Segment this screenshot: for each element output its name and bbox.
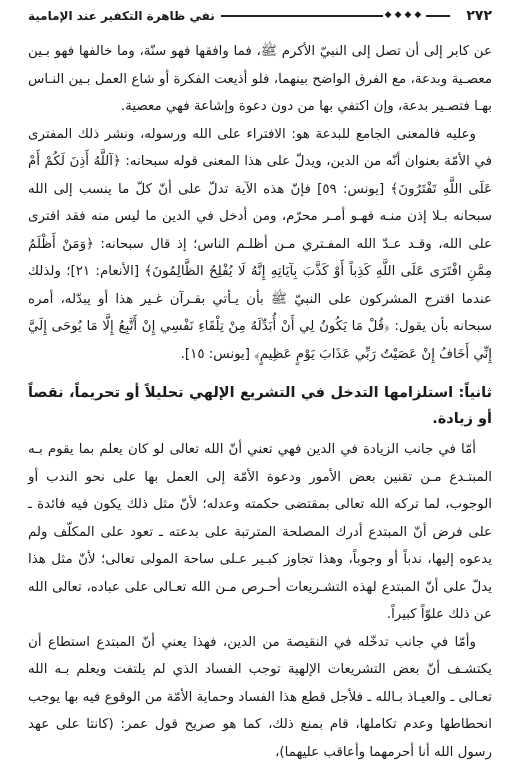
paragraph-1: عن كابر إلى أن تصل إلى النبيّ الأكرم ﷺ، فما وافقها فهو سنّة، وما خالفها فهو بـين معصـية وبدعة، مع الفرق الواضح بينهما، فلو أذيعت الفكرة أو شاع العمل بـين النـاس بهـا فتصـير بدعة، وإن اكتفي بها من دون دعوة وإشاعة فهي معصية. [28,38,492,121]
paragraph-3: أمّا في جانب الزيادة في الدين فهي تعني أنّ الله تعالى لو كان يعلم بما يقوم بـه المبتـدع مـن تقنين بعض الأمور ودعوة الأمّة إلى العمل بها على نحو الندب أو الوجوب، لما تركه الله تعالى بمقتضى حكمته وعدله؛ لأنّ مثل ذلك يكون فيه فائدة ـ على فرض أنّ المبتدع أدرك المصلحة المترتبة على بدعته ـ تعود على المكلّف ولم يدعوه إليها، ندباً أو وجوباً، وهذا تجاوز كبـير عـلى ساحة المولى تعالى؛ لأنّ مثل هذا يدلّ على أنّ المبتدع لهذه التشـريعات أحـرص مـن الله تعـالى على عباده، تعالى الله عن ذلك علوّاً كبيراً. [28,436,492,629]
header-rule [221,15,451,17]
paragraph-2: وعليه فالمعنى الجامع للبدعة هو: الافتراء على الله ورسوله، ونشر ذلك المفترى في الأمّة بعنوان أنّه من الدين، ويدلّ على هذا المعنى قوله سبحانه: ﴿آللَّهُ أَذِنَ لَكُمْ أَمْ عَلَى اللَّهِ تَفْتَرُونَ﴾ [يونس: ٥٩] فإنّ هذه الآية تدلّ على أنّ كلّ ما ينسب إلى الله سبحانه بـلا إذن منـه فهـو أمـر محرّم، ومن أدخل في الدين ما ليس منه فقد افترى على الله، وقـد عـدّ الله المفـتري مـن أظلـم الناس؛ إذ قال سبحانه: ﴿وَمَنْ أَظْلَمُ مِمَّنِ افْتَرَى عَلَى اللَّهِ كَذِباً أَوْ كَذَّبَ بِآيَاتِهِ إِنَّهُ لَا يُفْلِحُ الظَّالِمُونَ﴾ [الأنعام: ٢١]؛ ولذلك عندما اقترح المشركون على النبيّ ﷺ بأن يـأتي بقـرآن غـير هذا أو يبدّله، أمره سبحانه بأن يقول: ﴿قُلْ مَا يَكُونُ لِي أَنْ أُبَدِّلَهُ مِنْ تِلْقَاءِ نَفْسِي إِنْ أَتَّبِعُ إِلَّا مَا يُوحَى إِلَيَّ إِنِّي أَخَافُ إِنْ عَصَيْتُ رَبِّي عَذَابَ يَوْمٍ عَظِيمٍ﴾ [يونس: ١٥]. [28,121,492,369]
paragraph-4: وأمّا في جانب تدخّله في النقيصة من الدين، فهذا يعني أنّ المبتدع استطاع أن يكتشـف أنّ بعض التشريعات الإلهية توجب الفساد الذي لم يلتفت ويعلم بـه الله تعـالى ـ والعيـاذ بـالله ـ فلأجل قطع هذا الفساد وحماية الأمّة من الوقوع فيه بها يوجب انحطاطها وعدم تكاملها، قام بمنع ذلك، كما هو صريح قول عمر: (كانتا على عهد رسول الله أنا أحرمهما وأعاقب عليهما)، [28,629,492,766]
running-title: نفي ظاهرة التكفير عند الإمامية [28,9,215,23]
diamond-ornament-icon: ◆◆◆◆ [383,10,427,20]
page-number: ٢٧٢ [466,8,492,24]
running-header [28,6,492,26]
section-heading: ثانياً: استلزامها التدخل في التشريع الإلهي تحليلاً أو تحريماً، نقصاً أو زيادة. [28,380,492,432]
page-body [28,38,492,766]
